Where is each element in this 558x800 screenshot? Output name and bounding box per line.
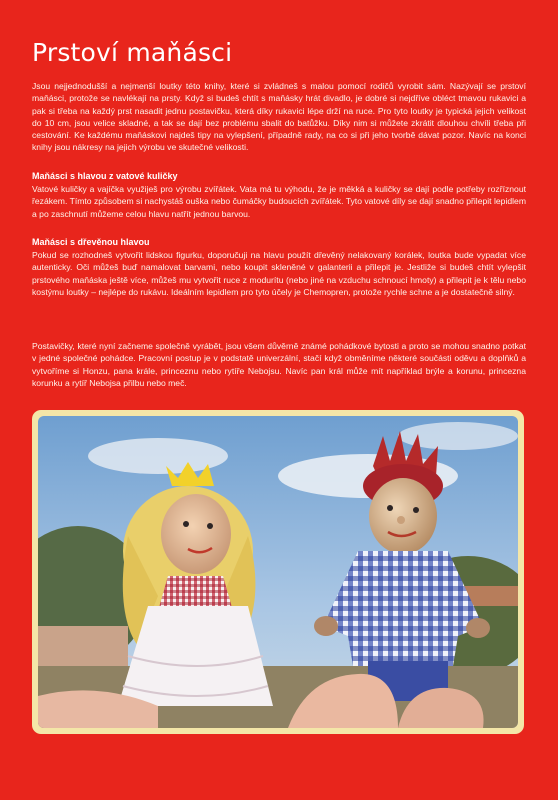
section-heading-wooden: Maňásci s dřevěnou hlavou	[32, 237, 150, 247]
section-paragraph-wooden: Pokud se rozhodneš vytvořit lidskou figurku, doporučuji na hlavu použít dřevěný nelakovaný korálek, loutka bude vypadat více autenticky. Oči můžeš buď namalovat barvami, nebo koupit skleněné v galanterii a přilepit je. Jestliže si budeš chtít vylepšit prstového maňáska ještě více, můžeš mu vytvořit ruce z modurítu (nebo jiné na vzduchu schnoucí hmoty) a přilepit je k tělu nebo kostýmu loutky – nejlépe do rukávu. Ideálním lepidlem pro tyto účely je Chemopren, protože rychle schne a je dostatečně silný.	[32, 250, 526, 297]
puppets-illustration	[38, 416, 518, 728]
closing-paragraph: Postavičky, které nyní začneme společně vyrábět, jsou všem důvěrně známé pohádkové bytosti a proto se mohou snadno potkat v jedné společné pohádce. Pracovní postup je v podstatě univerzální, stačí když obměníme některé součásti oděvu a doplňků a vytvoříme si Honzu, pana krále, princeznu nebo rytíře Nebojsu. Navíc pan král může mít například brýle a korunu, princezna korunku a rytíř Nebojsa přilbu nebo meč.	[32, 341, 526, 388]
intro-paragraph: Jsou nejjednodušší a nejmenší loutky této knihy, které si zvládneš s malou pomocí rodičů vyrobit sám. Nazývají se prstoví maňásci, protože se navlékají na prsty. Když si budeš chtít s maňásky hrát divadlo, je dobré si nejdříve obléct tmavou rukavici a pak si třeba na každý prst nasadit jednu postavičku, která díky rukavici lépe drží na ruce. Pro tyto loutky je typická jejich velikost do 10 cm, jsou velice skladné, a tak se dají bez problému sbalit do batůžku. Díky nim si můžete zkrátit dlouhou chvíli třeba při cestování. Ke každému maňáskovi najdeš tipy na vylepšení, případně rady, na co si při jeho tvorbě dávat pozor. Navíc na konci knihy jsou nákresy na jejich výrobu ve skutečné velikosti.	[32, 81, 526, 153]
page-title: Prstoví maňásci	[32, 38, 233, 67]
section-paragraph-cotton: Vatové kuličky a vajíčka využiješ pro výrobu zvířátek. Vata má tu výhodu, že je měkká a kuličky se dají podle potřeby rozříznout řezákem. Tímto způsobem si nachystáš ouška nebo čumáčky budoucích zvířátek. Tyto vatové díly se dají snadno přilepit lepidlem a po zaschnutí můžeme celou hlavu natřít jednou barvou.	[32, 184, 526, 219]
puppets-photo	[38, 416, 518, 728]
photo-frame	[32, 410, 524, 734]
section-heading-cotton: Maňásci s hlavou z vatové kuličky	[32, 171, 178, 181]
